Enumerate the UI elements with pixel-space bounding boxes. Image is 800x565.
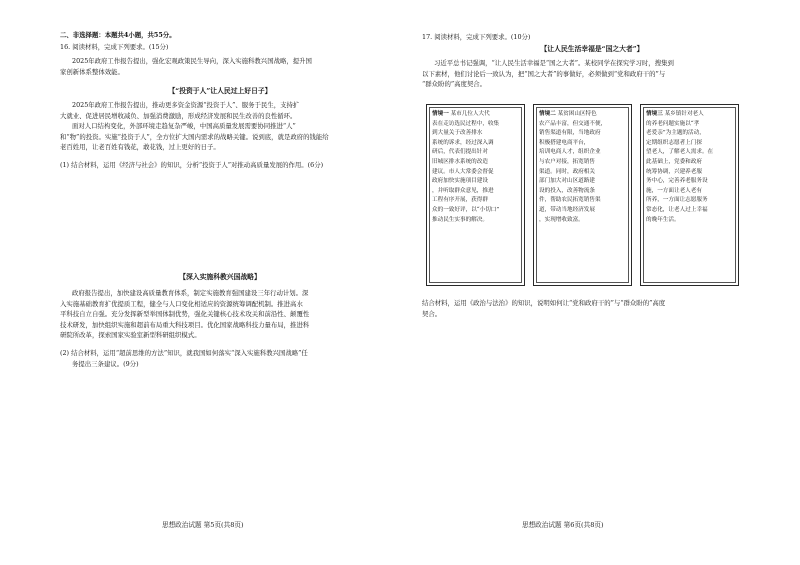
scenario-line: [432, 110, 519, 120]
question-17-intro: 17. 阅读材料，完成下列要求。(10分): [422, 33, 531, 41]
scenario-line: 政府加快实施项目建设: [432, 178, 488, 185]
material-title-happiness: 【让人民生活幸福是“国之大者”】: [540, 45, 644, 53]
scenario-line: 务中心，完善养老服务设: [646, 178, 708, 185]
scenario-line: 施，一方面让老人老有: [646, 187, 702, 194]
scenario-line: 培训电商人才，组织企业: [539, 149, 601, 156]
material-1: [60, 56, 390, 77]
scenario-line: 老爱亲”为主题的活动，: [646, 130, 705, 137]
scenario-line: 旧城区排水系统的改造: [432, 158, 488, 165]
text-line: 大就业、促进居民增收减负、加强消费激励，形成经济发展和民生改善的良性循环。: [60, 111, 297, 120]
scenario-text: 某市几位人大代: [450, 111, 490, 117]
text-line: 务提出三条建议。(9分): [72, 359, 139, 368]
scenario-line: [646, 110, 733, 120]
text-line: 技术研发，加快组织实施和超前布局重大科技项目。优化国家战略科技力量布局，推进科: [60, 320, 310, 329]
scenario-line: 道，带动当地经济发展: [539, 206, 595, 213]
material-title-science: 【深入实施科教兴国战略】: [179, 273, 261, 281]
text-line: 2025年政府工作报告提出，强化宏观政策民生导向，深入实施科教兴国战略，提升国: [72, 57, 312, 65]
scenario-line: 建议。市人大常委会督促: [432, 168, 494, 175]
scenario-label: 情境二: [539, 111, 556, 117]
question-16-1: (1) 结合材料，运用《经济与社会》的知识，分析“投资于人”对推动高质量发展的作用。(6分): [60, 161, 324, 169]
scenario-line: 的养老问题实施以“孝: [646, 120, 700, 127]
scenario-box-3: [640, 104, 739, 286]
scenario-line: 积极搭建电商平台，: [539, 139, 590, 146]
scenario-line: 渠道。同时，政府相关: [539, 168, 595, 175]
text-line: (2) 结合材料，运用“超前思维的方法”知识，就我国如何落实“深入实施科教兴国战略”任: [60, 349, 308, 357]
scenario-line: 的晚年生活。: [646, 216, 680, 223]
scenario-line: 望老人，了解老人需求。在: [646, 149, 714, 156]
scenario-line: 所养，一方面让志愿服务: [646, 197, 708, 204]
text-line: 老百姓用，让老百姓有钱花，敢花钱，过上更好的日子。: [60, 143, 220, 152]
scenario-line: 常态化，让老人过上幸福: [646, 206, 708, 213]
scenario-line: 工程有序开展，获得群: [432, 197, 488, 204]
text-line: “群众盼的”高度契合。: [422, 80, 487, 89]
scenario-line: 推动民生实事的解决。: [432, 216, 488, 223]
scenario-line: 到大量关于改善排水: [432, 130, 483, 137]
scenario-line: 设的投入，改善物流条: [539, 187, 595, 194]
scenario-box-1: [426, 104, 525, 286]
scenario-label: 情境一: [432, 111, 449, 117]
text-line: 2025年政府工作报告提出，推动更多资金资源“投资于人”、服务于民生，支持扩: [72, 101, 300, 109]
page-footer: 思想政治试题 第5页(共8页): [162, 521, 244, 529]
exam-page-6: [400, 0, 800, 565]
text-line: 和“物”的投资。实施“投资于人”，全方位扩大国内需求的战略关键。说到底，就是政府的钱能给: [60, 132, 329, 141]
scenario-line: 定期组织志愿者上门探: [646, 139, 702, 146]
scenario-line: 与农户对接，拓宽销售: [539, 158, 595, 165]
scenario-line: ，并听取群众意见，推进: [432, 187, 494, 194]
scenario-label: 情境三: [646, 111, 663, 117]
scenario-line: 件，帮助农民拓宽销售渠: [539, 197, 601, 204]
scenario-text: 某乡镇针对老人: [664, 111, 704, 117]
scenario-line: [539, 110, 626, 120]
scenario-line: 统筹协调，兴建养老服: [646, 168, 702, 175]
text-line: 结合材料，运用《政治与法治》的知识，说明如何让“党和政府干的”与“群众盼的”高度: [422, 299, 666, 307]
page-footer: 思想政治试题 第6页(共8页): [522, 521, 604, 529]
question-16-2: [60, 348, 390, 369]
scenario-line: 部门加大对山区道路建: [539, 178, 595, 185]
text-line: 研院所改革，探索国家实验室新型科研组织模式。: [60, 331, 201, 340]
scenario-line: 研后，代表们提出针对: [432, 149, 488, 156]
scenario-line: ，实现增收致富。: [539, 216, 584, 223]
scenario-line: 农产品丰富，但交通不便，: [539, 120, 607, 127]
text-line: 政府报告提出，加快建设高质量教育体系，制定实施教育强国建设三年行动计划。深: [72, 289, 309, 297]
material-3: [60, 288, 390, 341]
section-heading: 二、非选择题：本题共4小题，共55分。: [60, 31, 176, 39]
text-line: 家创新体系整体效能。: [60, 67, 124, 76]
question-17-task: [422, 298, 772, 319]
material-title-invest: 【“投资于人”让人民过上好日子】: [168, 87, 272, 95]
material-2: [60, 100, 390, 153]
scenario-text: 某贫困山区特色: [557, 111, 597, 117]
text-line: 平科技自立自强。充分发挥新型举国体制优势，强化关键核心技术攻关和前沿性、颠覆性: [60, 310, 310, 319]
question-16-intro: 16. 阅读材料，完成下列要求。(15分): [60, 43, 169, 51]
scenario-line: 此基础上，党委和政府: [646, 158, 702, 165]
text-line: 入实施基础教育扩优提质工程，健全与人口变化相适应的资源统筹调配机制。推进高水: [60, 299, 303, 308]
scenario-line: 系统的诉求，经过深入调: [432, 139, 494, 146]
text-line: 以下素材，他们讨论后一致认为，把“国之大者”的事做好，必须做到“党和政府干的”与: [422, 69, 666, 78]
scenario-line: 众的一致好评，以“小切口”: [432, 206, 500, 213]
scenario-line: 表在走访选民过程中，收集: [432, 120, 500, 127]
text-line: 习近平总书记强调，“让人民生活幸福是“国之大者”。某校同学在探究学习时，搜集到: [434, 59, 674, 67]
material-intro: [422, 58, 767, 90]
scenario-line: 销售渠道有限，当地政府: [539, 130, 601, 137]
text-line: 契合。: [422, 309, 442, 318]
scenario-box-2: [533, 104, 632, 286]
text-line: 面对人口结构变化，外部环境走趋复杂严峻，中国高质量发展需要协同推进“人”: [72, 122, 296, 131]
